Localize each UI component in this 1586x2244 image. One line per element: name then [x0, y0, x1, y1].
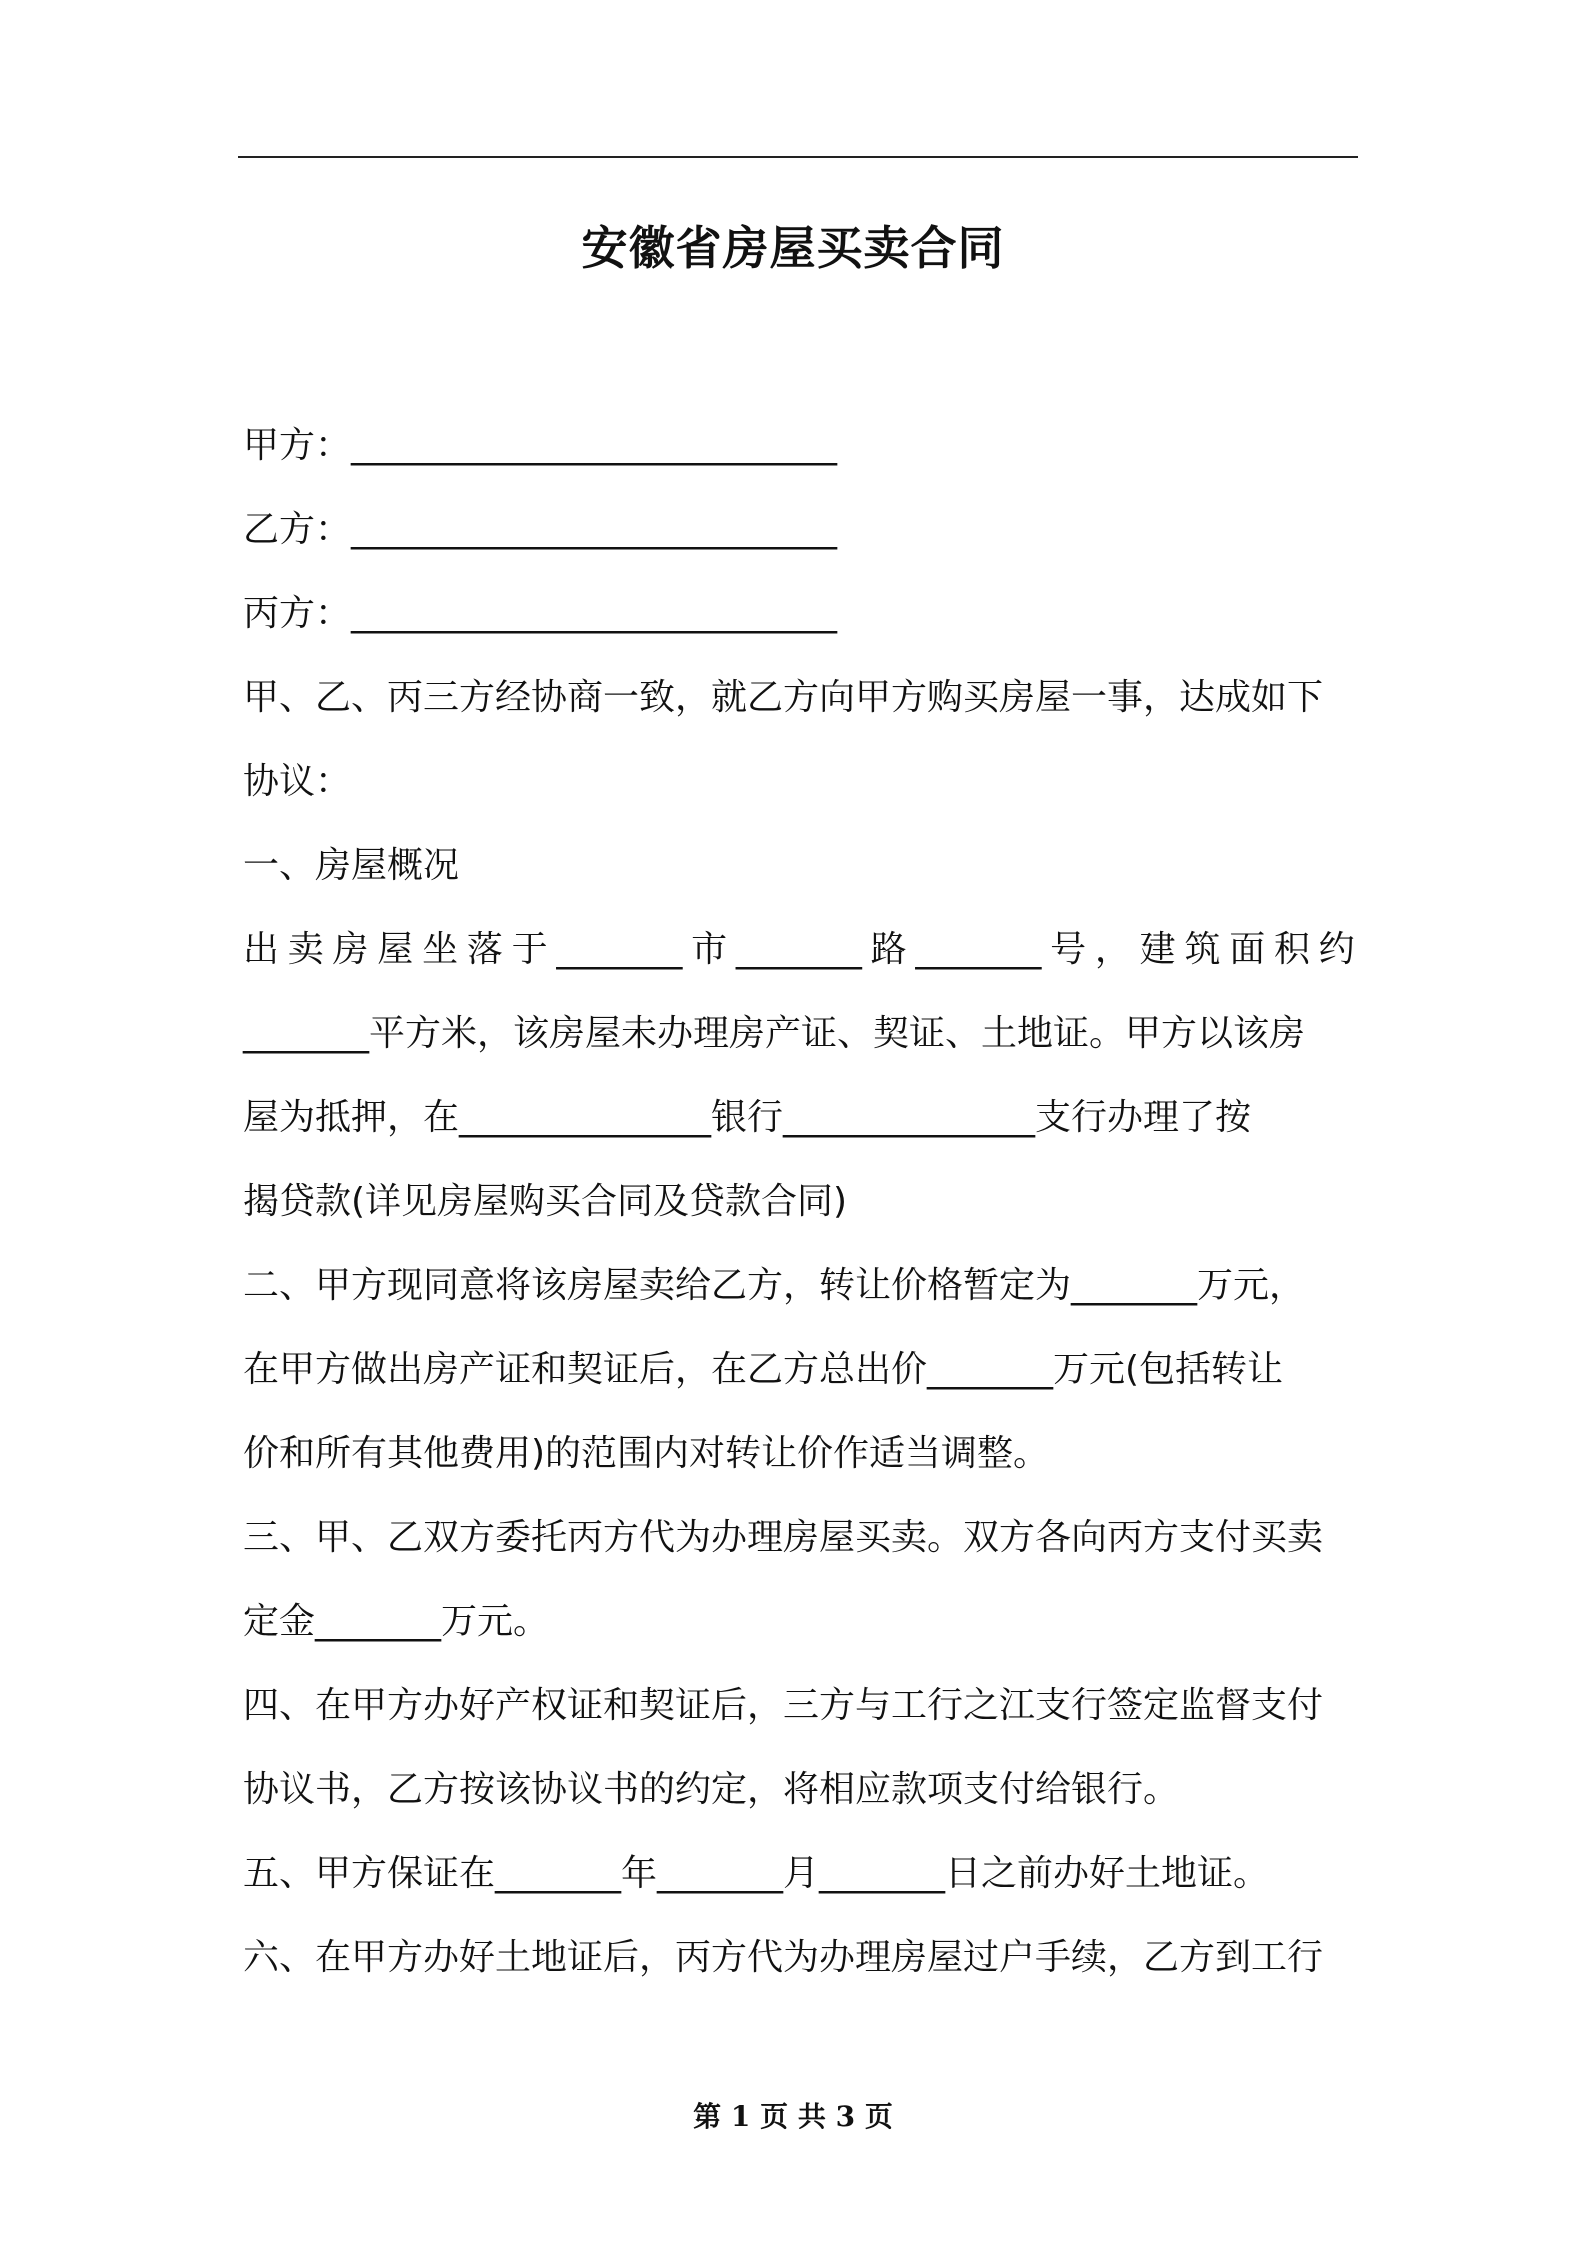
- contract-body: [243, 404, 1355, 2000]
- blank-field: _______: [556, 929, 683, 970]
- section6-line: 六、在甲方办好土地证后，丙方代为办理房屋过户手续，乙方到工行: [243, 1937, 1324, 1978]
- section3-line: 三、甲、乙双方委托丙方代为办理房屋买卖。双方各向丙方支付买卖: [243, 1517, 1324, 1558]
- party-b-line: 乙方：___________________________: [243, 509, 838, 550]
- text-token: 积: [1273, 929, 1310, 970]
- party-a-line: 甲方：___________________________: [243, 425, 838, 466]
- section4-line: 四、在甲方办好产权证和契证后，三方与工行之江支行签定监督支付: [243, 1685, 1324, 1726]
- text-token: 约: [1318, 929, 1355, 970]
- text-token: 于: [511, 929, 548, 970]
- header-rule: [238, 156, 1358, 158]
- preamble-line: 协议：: [243, 761, 352, 802]
- section1-line: 揭贷款(详见房屋购买合同及贷款合同): [243, 1181, 848, 1222]
- section1-heading: 一、房屋概况: [243, 845, 460, 886]
- text-token: 房: [332, 929, 369, 970]
- text-token: 筑: [1184, 929, 1221, 970]
- section1-line: 屋为抵押，在______________银行______________支行办理了按: [243, 1097, 1252, 1138]
- text-token: ，: [1094, 929, 1131, 970]
- text-token: 市: [691, 929, 728, 970]
- section4-line: 协议书，乙方按该协议书的约定，将相应款项支付给银行。: [243, 1769, 1180, 1810]
- text-token: 号: [1050, 929, 1087, 970]
- blank-field: _______: [915, 929, 1042, 970]
- text-token: 屋: [377, 929, 414, 970]
- text-token: 路: [870, 929, 907, 970]
- section5-line: 五、甲方保证在_______年_______月_______日之前办好土地证。: [243, 1853, 1270, 1894]
- document-title: 安徽省房屋买卖合同: [581, 221, 1005, 275]
- text-token: 坐: [422, 929, 459, 970]
- preamble-line: 甲、乙、丙三方经协商一致，就乙方向甲方购买房屋一事，达成如下: [243, 677, 1324, 718]
- text-token: 面: [1229, 929, 1266, 970]
- section1-line: _______平方米，该房屋未办理房产证、契证、土地证。甲方以该房: [243, 1013, 1306, 1054]
- page-number: 第 1 页 共 3 页: [693, 2100, 893, 2133]
- text-token: 建: [1139, 929, 1176, 970]
- text-token: 落: [466, 929, 503, 970]
- section2-line: 价和所有其他费用)的范围内对转让价作适当调整。: [243, 1433, 1050, 1474]
- section1-justified-line: [243, 908, 1355, 992]
- text-token: 卖: [287, 929, 324, 970]
- section2-line: 二、甲方现同意将该房屋卖给乙方，转让价格暂定为_______万元，: [243, 1265, 1306, 1306]
- section2-line: 在甲方做出房产证和契证后，在乙方总出价_______万元(包括转让: [243, 1349, 1284, 1390]
- blank-field: _______: [735, 929, 862, 970]
- party-c-line: 丙方：___________________________: [243, 593, 838, 634]
- section3-line: 定金_______万元。: [243, 1601, 550, 1642]
- text-token: 出: [243, 929, 280, 970]
